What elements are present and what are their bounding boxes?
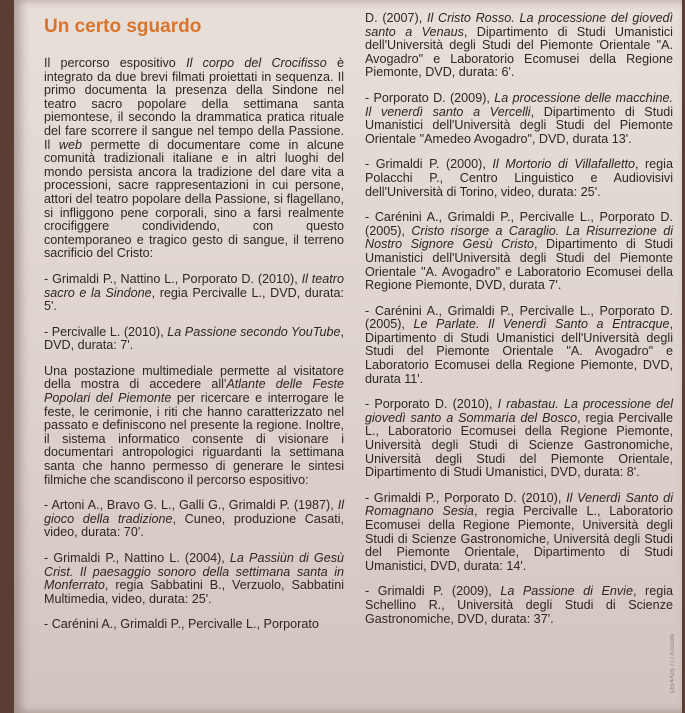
left-column — [44, 12, 344, 632]
right-column — [365, 12, 673, 626]
reference-entry: - Percivalle L. (2010), La Passione secondo YouTube, DVD, durata: 7'. — [44, 324, 344, 353]
multimedia-paragraph: Una postazione multimediale permette al visitatore della mostra di accedere all'Atlante delle Feste Popolari del Piemonte per ricercare e interrogare le feste, le cerimonie, i riti che hanno caratterizzato nel passato e definiscono nel presente la regione. Inoltre, il sistema informatico consente di visionare i documentari antropologici riguardanti la settimana santa che hanno permesso di generare le sintesi filmiche che scandiscono il percorso espositivo: — [44, 363, 344, 487]
reference-entry: - Artoni A., Bravo G. L., Galli G., Grimaldi P. (1987), Il gioco della tradizione, Cuneo, produzione Casati, video, durata: 70'. — [44, 498, 344, 540]
reference-entry: - Grimaldi P. (2000), Il Mortorio di Villafalletto, regia Polacchi P., Centro Linguistico e Audiovisivi dell'Università di Torino, video, durata: 25'. — [365, 157, 673, 199]
photo-credit: CEPPOS 777.lt-Grullo — [670, 633, 676, 693]
intro-paragraph: Il percorso espositivo Il corpo del Crocifisso è integrato da due brevi filmati proiettati in sequenza. Il primo documenta la presenza della Sindone nel teatro sacro popolare della settimana santa piemontese, il secondo la drammatica pratica rituale del fare scorrere il sangue nel tempo della Passione. Il web permette di documentare come in alcune comunità tradizionali italiane e in altri luoghi del mondo persista ancora la tradizione del dare vita a processioni, sacre rappresentazioni in cui persone, attori del teatro popolare della Passione, si flagellano, si infliggono pene corporali, sino a farsi realmente crocifiggere condividendo, con questo contemporaneo e tragico gesto di sangue, il terreno sacrificio del Cristo: — [44, 56, 345, 261]
exhibit-panel — [14, 0, 682, 713]
reference-entry: - Carénini A., Grimaldi P., Percivalle L., Porporato — [44, 617, 319, 632]
reference-entry: - Porporato D. (2009), La processione delle macchine. Il venerdì santo a Vercelli, Dipartimento di Studi Umanistici dell'Università degli Studi del Piemonte Orientale "Amedeo Avogadro", DVD, durata 13'. — [365, 90, 674, 146]
reference-entry: - Porporato D. (2010), I rabastau. La processione del giovedì santo a Sommaria del Bosco, regia Percivalle L., Laboratorio Ecomusei della Regione Piemonte, Università degli Studi di Scienze Gastronomiche, Università degli Studi del Piemonte Orientale, Dipartimento di Studi Umanistici, DVD, durata: 8'. — [365, 397, 673, 480]
reference-entry: - Grimaldi P., Nattino L., Porporato D. (2010), Il teatro sacro e la Sindone, regia Percivalle L., DVD, durata: 5'. — [44, 271, 345, 314]
reference-entry: - Grimaldi P., Nattino L. (2004), La Passiùn di Gesù Crist. Il paesaggio sonoro della settimana santa in Monferrato, regia Sabbatini B., Verzuolo, Sabbatini Multimedia, video, durata: 25'. — [44, 551, 344, 606]
reference-entry: - Carénini A., Grimaldi P., Percivalle L., Porporato D. (2005), Cristo risorge a Caraglio. La Risurrezione di Nostro Signore Gesù Cristo, Dipartimento di Studi Umanistici dell'Università degli Studi del Piemonte Orientale "A. Avogadro" e Laboratorio Ecomusei della Regione Piemonte, DVD, durata 7'. — [365, 210, 674, 293]
reference-entry: D. (2007), Il Cristo Rosso. La processione del giovedì santo a Venaus, Dipartimento di Studi Umanistici dell'Università degli Studi del Piemonte Orientale "A. Avogadro" e Laboratorio Ecomusei della Regione Piemonte, DVD, durata: 6'. — [365, 11, 673, 80]
reference-entry: - Grimaldi P. (2009), La Passione di Envie, regia Schellino R., Università degli Studi di Scienze Gastronomiche, DVD, durata: 37'. — [365, 584, 673, 626]
panel-title: Un certo sguardo — [44, 16, 202, 37]
reference-entry: - Carénini A., Grimaldi P., Percivalle L., Porporato D. (2005), Le Parlate. Il Venerdì Santo a Entracque, Dipartimento di Studi Umanistici dell'Università degli Studi del Piemonte Orientale "A. Avogadro" e Laboratorio Ecomusei della Regione Piemonte, DVD, durata 11'. — [365, 303, 673, 386]
reference-entry: - Grimaldi P., Porporato D. (2010), Il Venerdì Santo di Romagnano Sesia, regia Percivalle L., Laboratorio Ecomusei della Regione Piemonte, Università degli Studi di Scienze Gastronomiche, Università degli Studi del Piemonte Orientale, Dipartimento di Studi Umanistici, DVD, durata: 14'. — [365, 490, 673, 573]
